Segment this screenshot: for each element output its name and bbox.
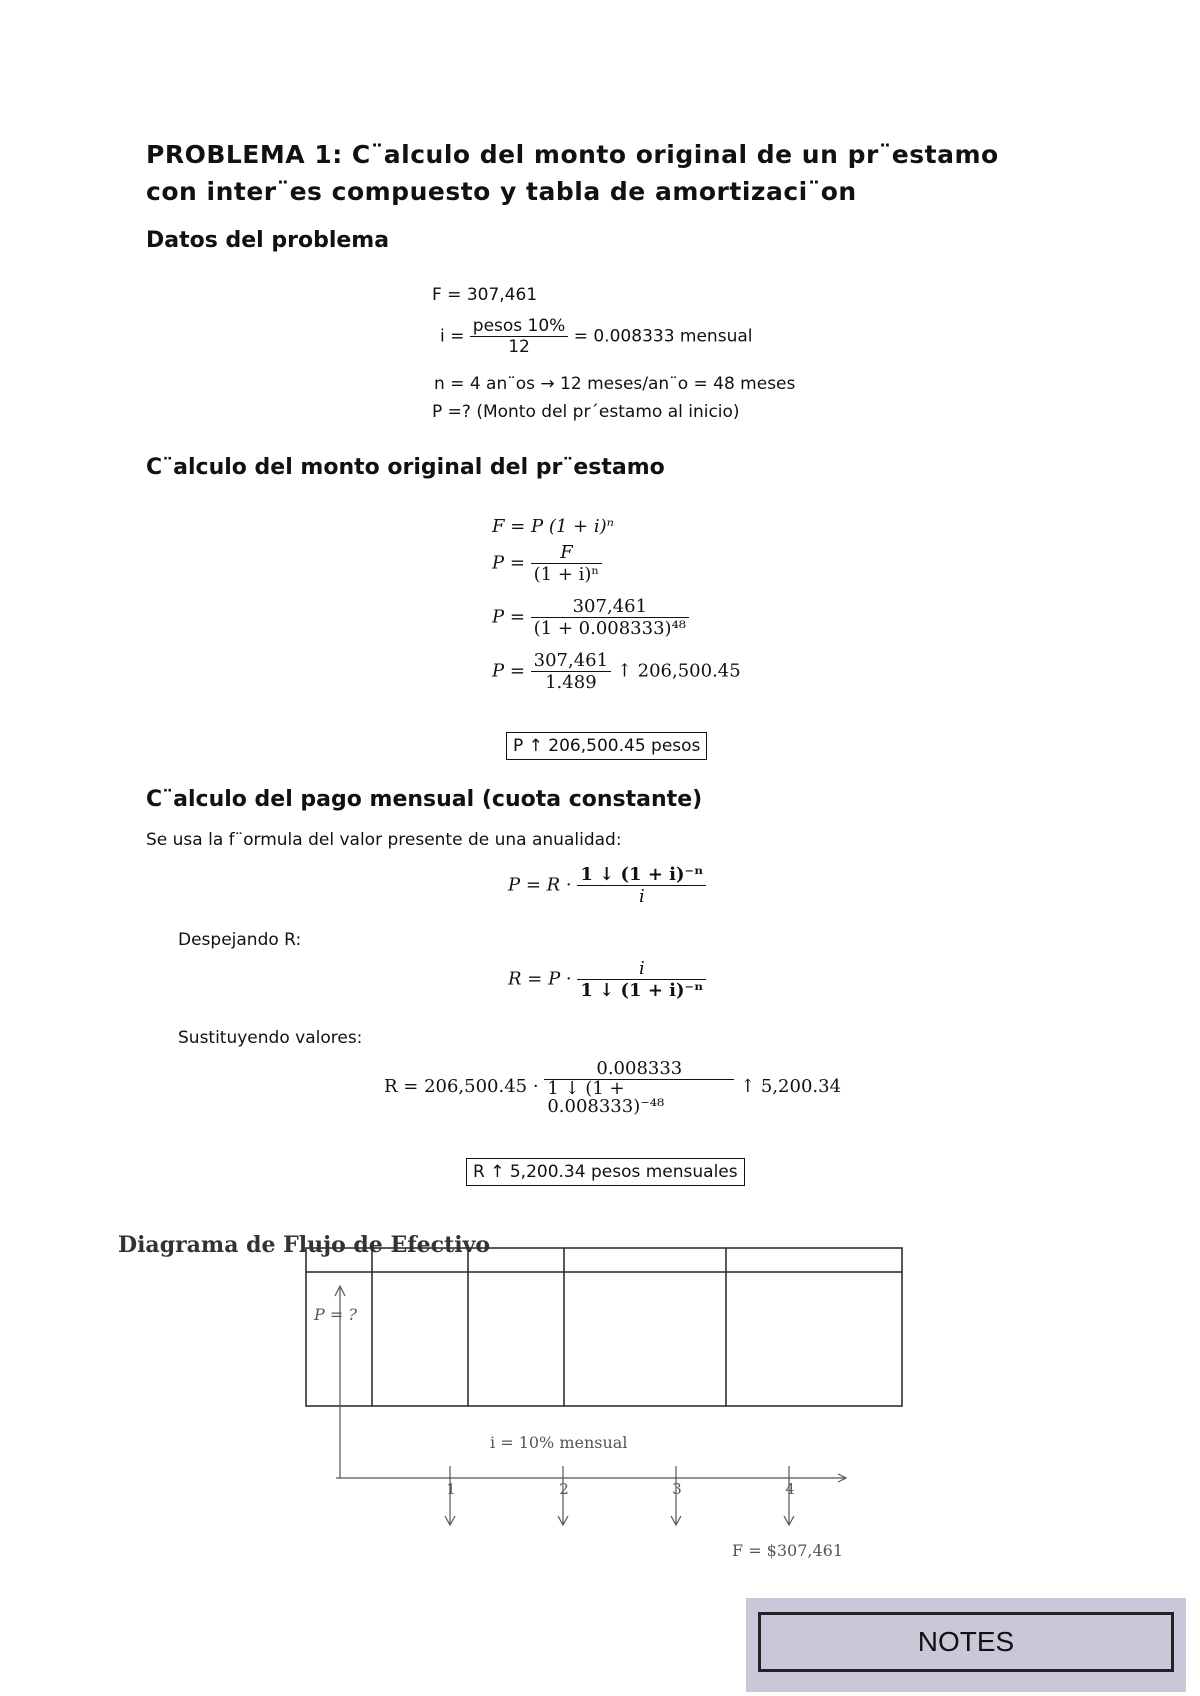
pago-eq-3-rhs: ↑ 5,200.34 [740, 1076, 842, 1097]
datos-heading: Datos del problema [146, 228, 390, 253]
diagram-axes [335, 1286, 846, 1482]
problem-title-line-2: con inter¨es compuesto y tabla de amortizaci¨on [146, 177, 857, 206]
monto-eq-4-lhs: P = [492, 660, 525, 682]
pago-eq-3-lhs: R = 206,500.45 · [384, 1076, 539, 1097]
diagram-table-grid [306, 1248, 902, 1406]
pago-eq-2-numerator: i [638, 958, 645, 979]
pago-despejando: Despejando R: [178, 930, 302, 950]
diagram-tick-1: 1 [446, 1480, 456, 1498]
problem-title-line-1: PROBLEMA 1: C¨alculo del monto original de un pr¨estamo [146, 140, 999, 169]
pago-eq-3-den-line-1: 1 ↓ (1 + [547, 1078, 625, 1099]
pago-eq-1-numerator: 1 ↓ (1 + i)⁻ⁿ [580, 864, 704, 885]
diagram-period-labels [446, 1480, 795, 1498]
monto-eq-4-rhs: ↑ 206,500.45 [616, 660, 741, 682]
diagram-rate-label: i = 10% mensual [490, 1433, 628, 1452]
pago-intro: Se usa la f¨ormula del valor presente de una anualidad: [146, 830, 622, 850]
notes-panel [746, 1598, 1186, 1692]
monto-result-box: P ↑ 206,500.45 pesos [506, 732, 707, 760]
diagram-tick-4: 4 [785, 1480, 795, 1498]
monto-eq-2-numerator: F [560, 542, 573, 563]
pago-sustituyendo: Sustituyendo valores: [178, 1028, 363, 1048]
monto-eq-4-denominator: 1.489 [531, 671, 611, 693]
monto-eq-3-numerator: 307,461 [572, 596, 648, 617]
datos-n-line: n = 4 an¨os → 12 meses/an¨o = 48 meses [434, 374, 796, 394]
datos-i-denominator: 12 [470, 336, 569, 357]
diagram-p-label: P = ? [314, 1305, 357, 1324]
monto-eq-3-lhs: P = [492, 606, 525, 628]
datos-f-line: F = 307,461 [432, 285, 538, 305]
monto-eq-3-denominator: (1 + 0.008333)⁴⁸ [531, 617, 689, 639]
diagram-f-label: F = $307,461 [732, 1541, 844, 1560]
pago-result-box: R ↑ 5,200.34 pesos mensuales [466, 1158, 745, 1186]
pago-eq-1-denominator: i [577, 885, 706, 907]
datos-i-suffix: = 0.008333 mensual [573, 326, 753, 347]
pago-eq-2-denominator: 1 ↓ (1 + i)⁻ⁿ [577, 979, 706, 1001]
datos-i-prefix: i = [440, 326, 465, 347]
pago-eq-2-lhs: R = P · [508, 968, 572, 990]
pago-eq-1-lhs: P = R · [508, 874, 572, 896]
diagram-period-arrows [445, 1466, 794, 1525]
diagram-tick-3: 3 [672, 1480, 682, 1498]
monto-eq-2-denominator: (1 + i)ⁿ [531, 563, 603, 585]
calculo-pago-heading: C¨alculo del pago mensual (cuota constante) [146, 787, 703, 812]
monto-eq-2-lhs: P = [492, 552, 525, 574]
datos-i-numerator: pesos 10% [472, 316, 566, 336]
pago-eq-3-den-line-2: 0.008333)⁻⁴⁸ [547, 1096, 665, 1117]
diagram-title: Diagrama de Flujo de Efectivo [118, 1232, 491, 1258]
monto-eq-1: F = P (1 + i)ⁿ [492, 516, 614, 537]
datos-p-line: P =? (Monto del pr´estamo al inicio) [432, 402, 740, 422]
notes-button[interactable]: NOTES [758, 1612, 1174, 1672]
diagram-tick-2: 2 [559, 1480, 569, 1498]
monto-eq-4-numerator: 307,461 [533, 650, 609, 671]
pago-eq-3-numerator: 0.008333 [596, 1058, 683, 1079]
calculo-monto-heading: C¨alculo del monto original del pr¨estamo [146, 455, 665, 480]
